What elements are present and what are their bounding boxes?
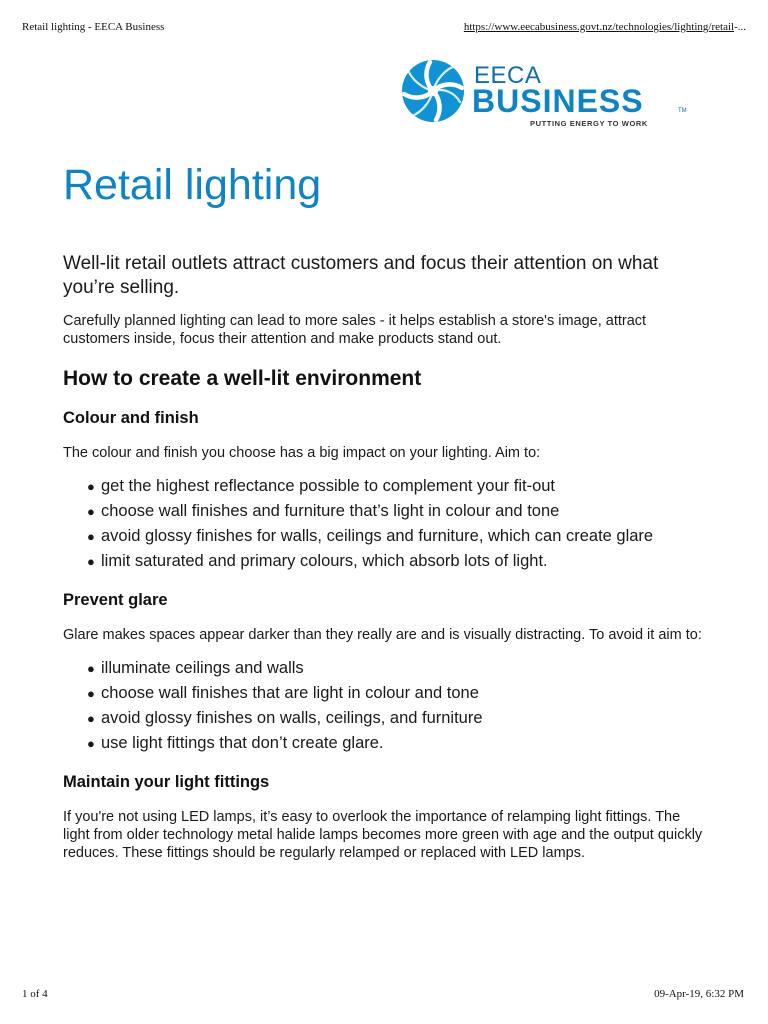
list-item-text: avoid glossy finishes on walls, ceilings, and furniture [101,708,483,727]
bullet-icon: ● [87,553,95,569]
bullet-list-prevent-glare [63,656,703,756]
bullet-icon: ● [87,478,95,494]
lead-paragraph: Well-lit retail outlets attract customers and focus their attention on what you’re selling. [63,252,659,298]
subsection-heading-prevent-glare: Prevent glare [63,590,168,609]
page-title: Retail lighting [63,161,322,209]
bullet-icon: ● [87,503,95,519]
logo-main-text: BUSINESS [472,83,644,119]
eeca-swirl-icon [400,58,466,124]
list-item [87,549,703,574]
list-item [87,706,703,731]
section-heading: How to create a well-lit environment [63,366,422,390]
subsection-intro-prevent-glare: Glare makes spaces appear darker than they really are and is visually distracting. To avoid it aim to: [63,626,702,643]
list-item-text: limit saturated and primary colours, which absorb lots of light. [101,551,548,570]
list-item [87,656,703,681]
bullet-icon: ● [87,660,95,676]
list-item [87,499,703,524]
page-url-link[interactable]: https://www.eecabusiness.govt.nz/technologies/lighting/retail [463,21,735,33]
print-footer-page-number: 1 of 4 [22,988,48,1000]
subsection-heading-colour-finish: Colour and finish [63,408,199,427]
list-item [87,731,703,756]
subsection-intro-maintain-fittings: If you're not using LED lamps, it’s easy to overlook the importance of relamping light fittings. The light from older technology metal halide lamps becomes more green with age and the output quickly reduces. These fittings should be regularly relamped or replaced with LED lamps. [63,808,703,861]
logo-tagline: PUTTING ENERGY TO WORK [530,119,648,128]
subsection-intro-colour-finish: The colour and finish you choose has a big impact on your lighting. Aim to: [63,444,541,461]
url-suffix: -... [734,21,746,33]
bullet-icon: ● [87,710,95,726]
list-item [87,474,703,499]
list-item-text: illuminate ceilings and walls [101,658,304,677]
list-item-text: choose wall finishes that are light in colour and tone [101,683,479,702]
print-header-url [464,21,746,33]
bullet-icon: ● [87,685,95,701]
bullet-icon: ● [87,528,95,544]
print-footer-datetime: 09-Apr-19, 6:32 PM [654,988,744,1000]
eeca-business-logo[interactable] [400,56,690,134]
logo-trademark: TM [678,108,687,114]
list-item [87,524,703,549]
list-item-text: avoid glossy finishes for walls, ceilings and furniture, which can create glare [101,526,654,545]
list-item [87,681,703,706]
subsection-heading-maintain-fittings: Maintain your light fittings [63,772,270,791]
list-item-text: use light fittings that don’t create glare. [101,733,384,752]
bullet-list-colour-finish [63,474,703,574]
print-header-title: Retail lighting - EECA Business [22,21,165,33]
logo-top-text: EECA [474,62,542,89]
list-item-text: choose wall finishes and furniture that’s light in colour and tone [101,501,560,520]
article-content [63,160,703,862]
list-item-text: get the highest reflectance possible to complement your fit-out [101,476,555,495]
intro-paragraph: Carefully planned lighting can lead to more sales - it helps establish a store's image, attract customers inside, focus their attention and make products stand out. [63,312,647,347]
bullet-icon: ● [87,735,95,751]
